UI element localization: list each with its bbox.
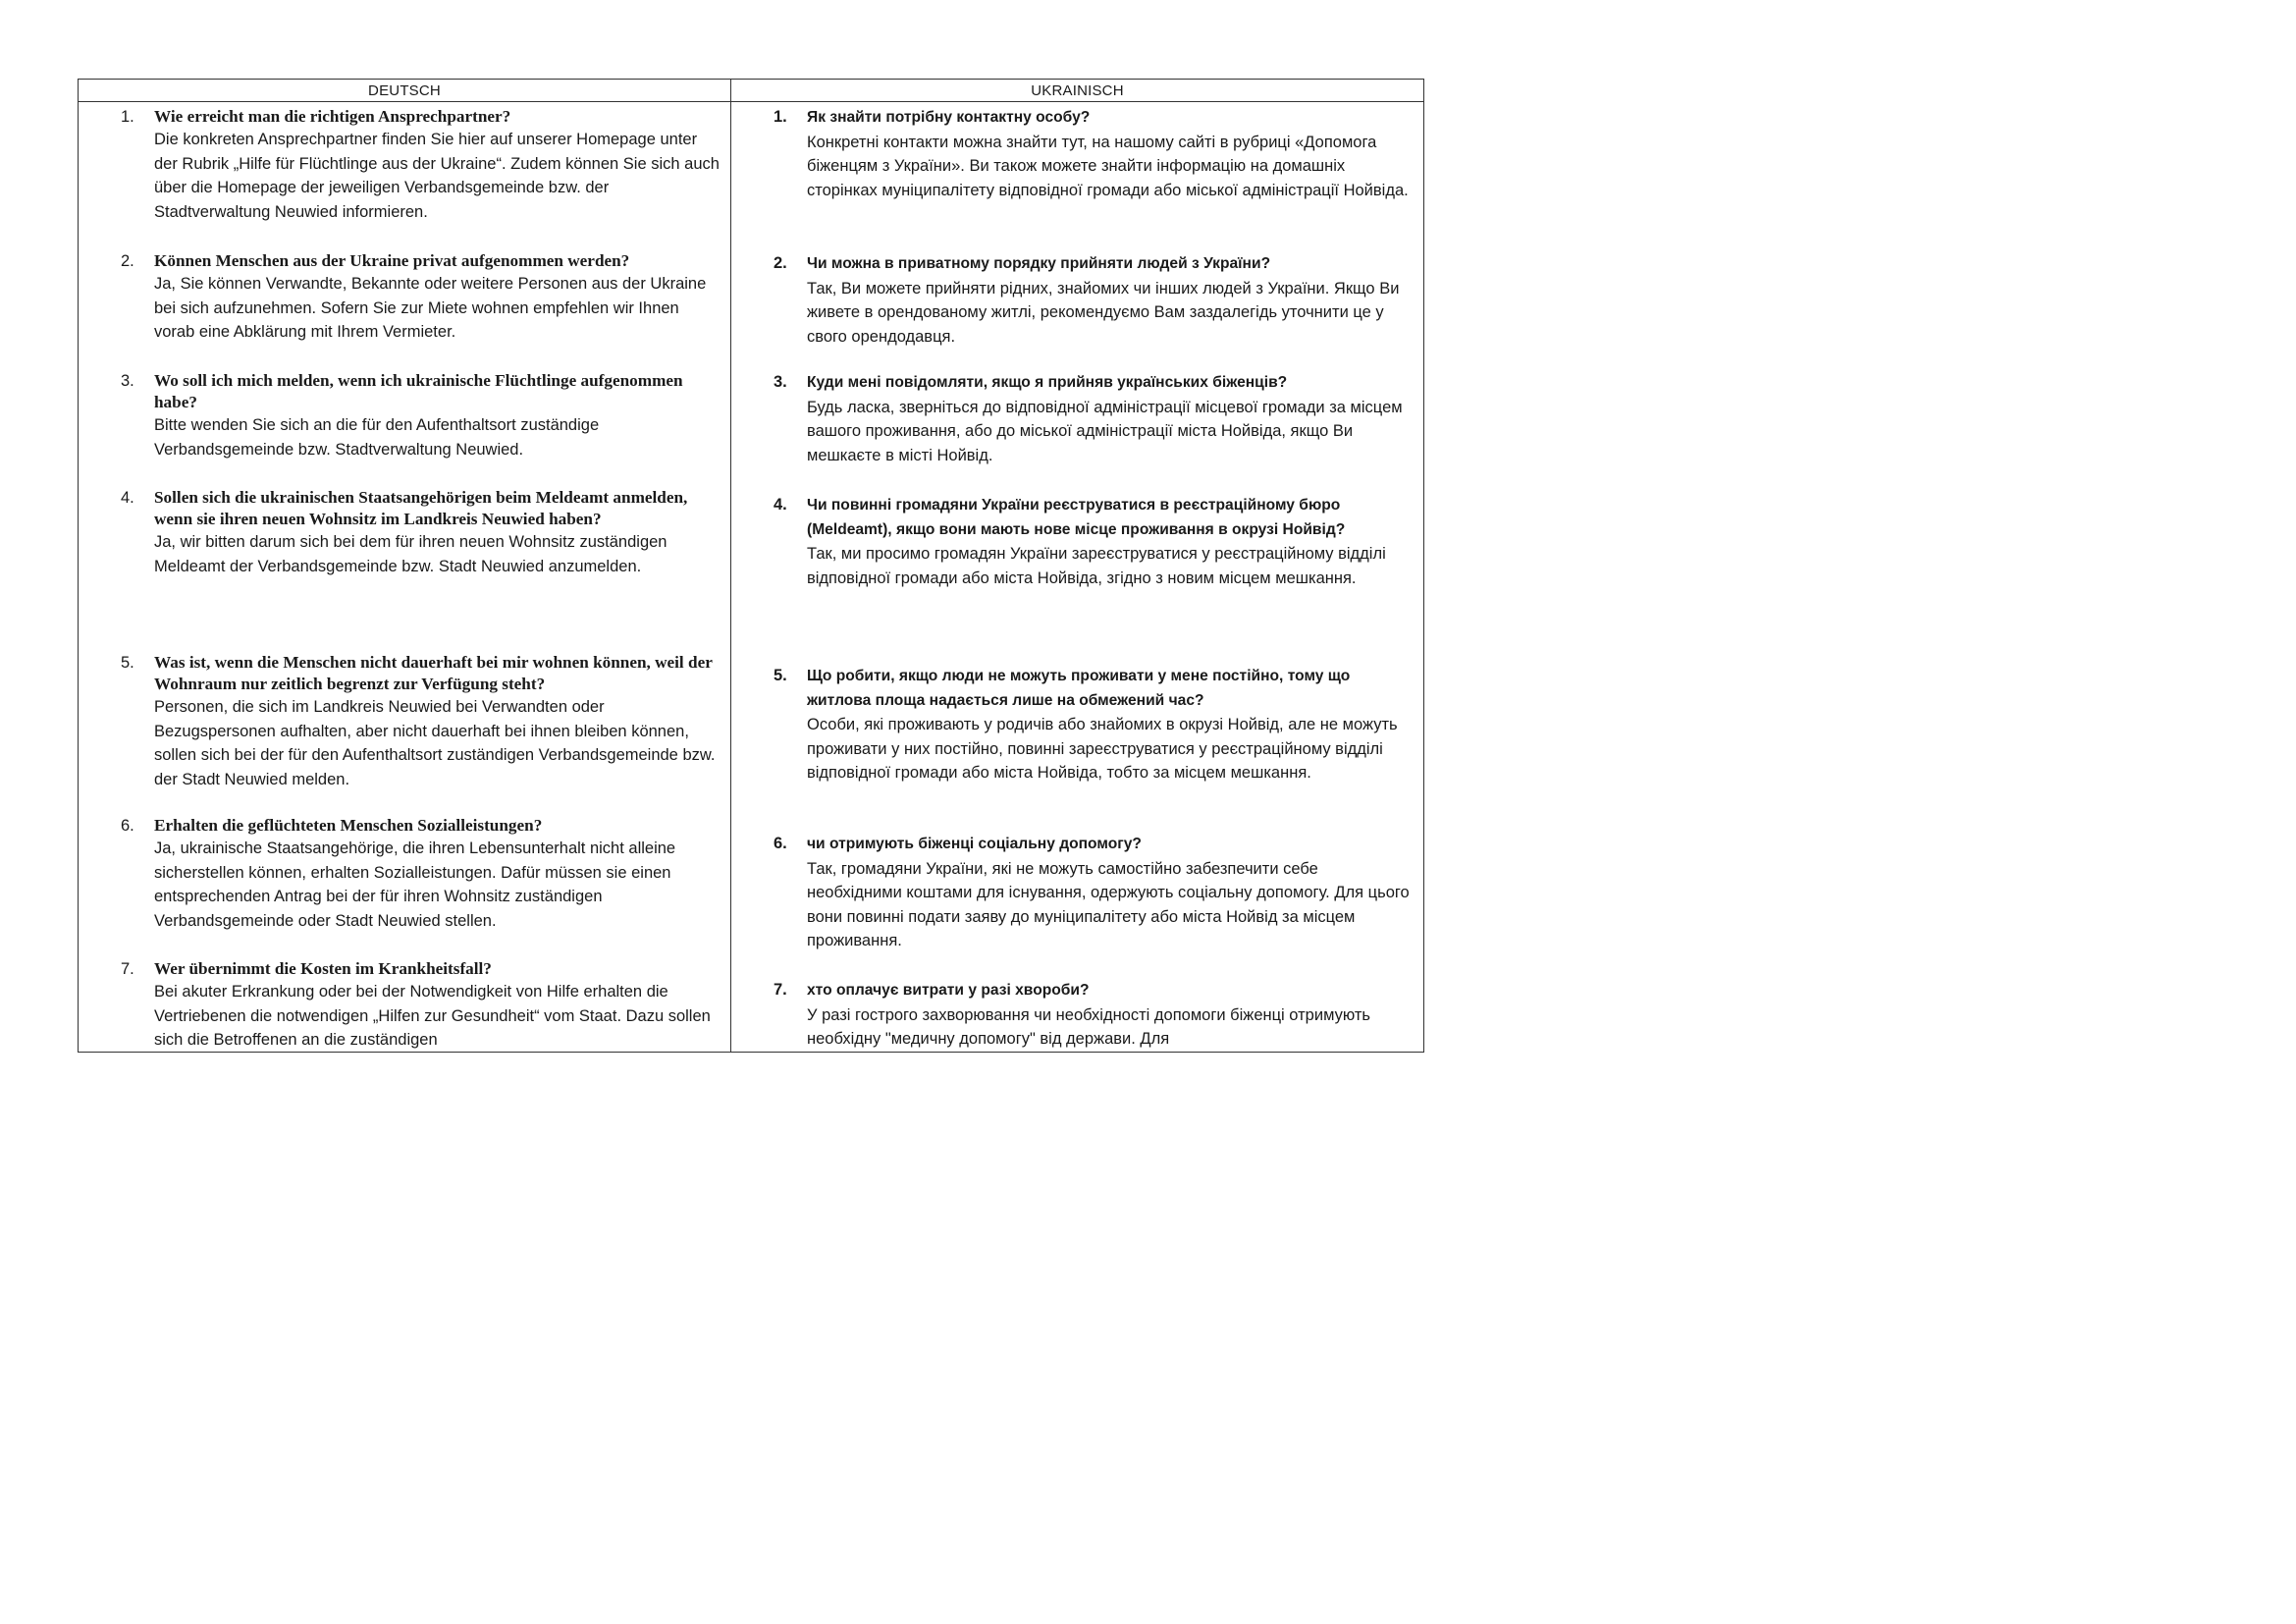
question: Sollen sich die ukrainischen Staatsangehörigen beim Meldeamt anmelden, wenn sie ihren neuen Wohnsitz im Landkreis Neuwied haben? (154, 488, 688, 528)
faq-item-uk-5 (731, 665, 1423, 785)
item-number: 2. (774, 254, 787, 272)
question: Як знайти потрібну контактну особу? (807, 109, 1091, 126)
answer: Bitte wenden Sie sich an die für den Aufenthaltsort zuständige Verbandsgemeinde bzw. Stadtverwaltung Neuwied. (154, 416, 600, 459)
item-number: 7. (121, 960, 134, 978)
answer: Будь ласка, зверніться до відповідної адміністрації місцевої громади за місцем вашого проживання, або до міської адміністрації міста Нойвіда, якщо Ви мешкаєте в місті Нойвід. (807, 398, 1403, 464)
question: Чи можна в приватному порядку прийняти людей з України? (807, 255, 1271, 272)
question: Wo soll ich mich melden, wenn ich ukrainische Flüchtlinge aufgenommen habe? (154, 371, 683, 411)
item-number: 5. (774, 667, 787, 684)
column-header-deutsch: DEUTSCH (368, 82, 441, 99)
faq-item-uk-6 (731, 833, 1423, 953)
faq-item-uk-7 (731, 979, 1423, 1052)
column-header-ukrainisch: UKRAINISCH (1031, 82, 1124, 99)
question: Können Menschen aus der Ukraine privat aufgenommen werden? (154, 251, 630, 270)
answer: Так, громадяни України, які не можуть самостійно забезпечити себе необхідними коштами для існування, одержують соціальну допомогу. Для цього вони повинні подати заяву до муніципалітету або міста Нойвід за місцем проживання. (807, 859, 1410, 950)
item-number: 7. (774, 981, 787, 999)
answer: Так, ми просимо громадян України зареєструватися у реєстраційному відділі відповідної громади або міста Нойвіда, згідно з новим місцем мешкання. (807, 545, 1386, 587)
faq-item-uk-2 (731, 252, 1423, 349)
answer: Die konkreten Ansprechpartner finden Sie hier auf unserer Homepage unter der Rubrik „Hilfe für Flüchtlinge aus der Ukraine“. Zudem können Sie sich auch über die Homepage der jeweiligen Verbandsgemeinde bzw. der Stadtverwaltung Neuwied informieren. (154, 131, 720, 221)
answer: У разі гострого захворювання чи необхідності допомоги біженці отримують необхідну "медичну допомогу" від держави. Для (807, 1005, 1371, 1049)
answer: Ja, wir bitten darum sich bei dem für ihren neuen Wohnsitz zuständigen Meldeamt der Verbandsgemeinde bzw. Stadt Neuwied anzumelden. (154, 533, 667, 575)
item-number: 1. (121, 108, 134, 126)
item-number: 4. (121, 489, 134, 507)
column-deutsch (79, 102, 730, 1052)
question: Що робити, якщо люди не можуть проживати у мене постійно, тому що житлова площа надається лише на обмежений час? (807, 668, 1351, 709)
question: чи отримують біженці соціальну допомогу? (807, 836, 1142, 852)
faq-item-de-5 (79, 652, 730, 791)
item-number: 5. (121, 654, 134, 672)
answer: Bei akuter Erkrankung oder bei der Notwendigkeit von Hilfe erhalten die Vertriebenen die notwendigen „Hilfen zur Gesundheit“ vom Staat. Dazu sollen sich die Betroffenen an die zuständigen (154, 983, 711, 1050)
question: Wer übernimmt die Kosten im Krankheitsfall? (154, 959, 492, 978)
question: Erhalten die geflüchteten Menschen Sozialleistungen? (154, 816, 543, 835)
faq-item-uk-4 (731, 494, 1423, 590)
faq-item-de-1 (79, 106, 730, 224)
answer: Так, Ви можете прийняти рідних, знайомих чи інших людей з України. Якщо Ви живете в орендованому житлі, рекомендуємо Вам заздалегідь уточнити це у свого орендодавця. (807, 279, 1400, 346)
answer: Personen, die sich im Landkreis Neuwied bei Verwandten oder Bezugspersonen aufhalten, aber nicht dauerhaft bei ihnen bleiben können, sollen sich bei der für den Aufenthaltsort zuständigen Verbandsgemeinde bzw. der Stadt Neuwied melden. (154, 698, 716, 788)
answer: Ja, Sie können Verwandte, Bekannte oder weitere Personen aus der Ukraine bei sich aufzunehmen. Sofern Sie zur Miete wohnen empfehlen wir Ihnen vorab eine Abklärung mit Ihrem Vermieter. (154, 275, 707, 342)
faq-item-de-7 (79, 958, 730, 1053)
question: хто оплачує витрати у разі хвороби? (807, 982, 1090, 999)
faq-item-de-6 (79, 815, 730, 933)
item-number: 6. (774, 835, 787, 852)
item-number: 4. (774, 496, 787, 514)
question: Wie erreicht man die richtigen Ansprechpartner? (154, 107, 511, 126)
answer: Особи, які проживають у родичів або знайомих в окрузі Нойвід, але не можуть проживати у них постійно, повинні зареєструватися у реєстраційному відділі відповідної громади або міста Нойвіда, тобто за місцем мешкання. (807, 716, 1398, 783)
item-number: 6. (121, 817, 134, 835)
item-number: 3. (121, 372, 134, 390)
answer: Конкретні контакти можна знайти тут, на нашому сайті в рубриці «Допомога біженцям з України». Ви також можете знайти інформацію на домашніх сторінках муніципалітету відповідної громади або міської адміністрації Нойвіда. (807, 133, 1409, 199)
item-number: 3. (774, 373, 787, 391)
faq-item-de-4 (79, 487, 730, 578)
question: Чи повинні громадяни України реєструватися в реєстраційному бюро (Meldeamt), якщо вони мають нове місце проживання в окрузі Нойвід? (807, 497, 1346, 538)
answer: Ja, ukrainische Staatsangehörige, die ihren Lebensunterhalt nicht alleine sicherstellen können, erhalten Sozialleistungen. Dafür müssen sie einen entsprechenden Antrag bei der für ihren Wohnsitz zuständigen Verbandsgemeinde oder Stadt Neuwied stellen. (154, 839, 676, 930)
question: Was ist, wenn die Menschen nicht dauerhaft bei mir wohnen können, weil der Wohnraum nur zeitlich begrenzt zur Verfügung steht? (154, 653, 713, 693)
faq-item-uk-3 (731, 371, 1423, 467)
faq-item-uk-1 (731, 106, 1423, 202)
question: Куди мені повідомляти, якщо я прийняв українських біженців? (807, 374, 1288, 391)
faq-item-de-3 (79, 370, 730, 461)
faq-table (78, 79, 1424, 1053)
item-number: 2. (121, 252, 134, 270)
faq-item-de-2 (79, 250, 730, 345)
column-ukrainisch (731, 102, 1423, 1052)
item-number: 1. (774, 108, 787, 126)
